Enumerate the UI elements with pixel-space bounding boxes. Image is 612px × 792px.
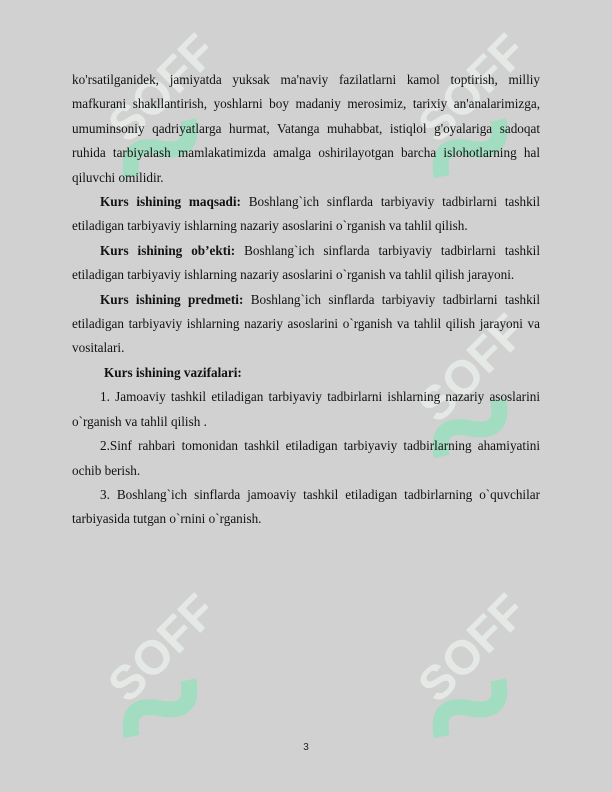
goal-label: Kurs ishining maqsadi: [100,194,241,210]
subject-label: Kurs ishining predmeti: [100,291,244,307]
goal-text: Boshlang`ich sinflarda tarbiyaviy tadbirlarni tashkil etiladigan tarbiyaviy ishlarning nazariy asoslarini o`rganish va tahlil qilish. [72,194,541,234]
object-label: Kurs ishining ob’ekti: [100,242,236,258]
svg-text:SOFF: SOFF [408,584,537,713]
svg-text:SOFF: SOFF [408,24,537,153]
subject-paragraph [72,288,540,361]
task-item: 1. Jamoaviy tashkil etiladigan tarbiyaviy tadbirlarni ishlarning nazariy asoslarini o`rganish va tahlil qilish . [72,389,540,429]
goal-paragraph [72,190,540,239]
task-item: 2.Sinf rahbari tomonidan tashkil etiladigan tarbiyaviy tadbirlarning ahamiyatini ochib berish. [72,438,540,478]
intro-paragraph: ko'rsatilganidek, jamiyatda yuksak ma'naviy fazilatlarni kamol toptirish, milliy mafkurani shakllantirish, yoshlarni boy madaniy merosimiz, tarixiy an'analarimizga, umuminsoniy qadriyatlarga hurmat, Vatanga muhabbat, istiqlol g'oyalariga sadoqat ruhida tarbiyalash mamlakatimizda amalga oshirilayotgan barcha islohotlarning hal qiluvchi omilidir. [72,72,540,185]
svg-text:SOFF: SOFF [98,584,227,713]
svg-text:SOFF: SOFF [98,24,227,153]
svg-text:SOFF: SOFF [408,304,537,433]
object-paragraph [72,239,540,288]
task-item: 3. Boshlang`ich sinflarda jamoaviy tashkil etiladigan tadbirlarning o`quvchilar tarbiyasida tutgan o`rnini o`rganish. [72,486,540,527]
page-number: 3 [303,742,309,753]
object-text: Boshlang`ich sinflarda tarbiyaviy tadbirlarni tashkil etiladigan tarbiyaviy ishlarning nazariy asoslarini o`rganish va tahlil qilish jarayoni. [72,242,540,283]
document-body [72,68,540,532]
tasks-heading: Kurs ishining vazifalari: [104,364,242,380]
subject-text: Boshlang`ich sinflarda tarbiyaviy tadbirlarni tashkil etiladigan tarbiyaviy ishlarning nazariy asoslarini o`rganish va tahlil qilish jarayoni va vositalari. [72,291,540,356]
